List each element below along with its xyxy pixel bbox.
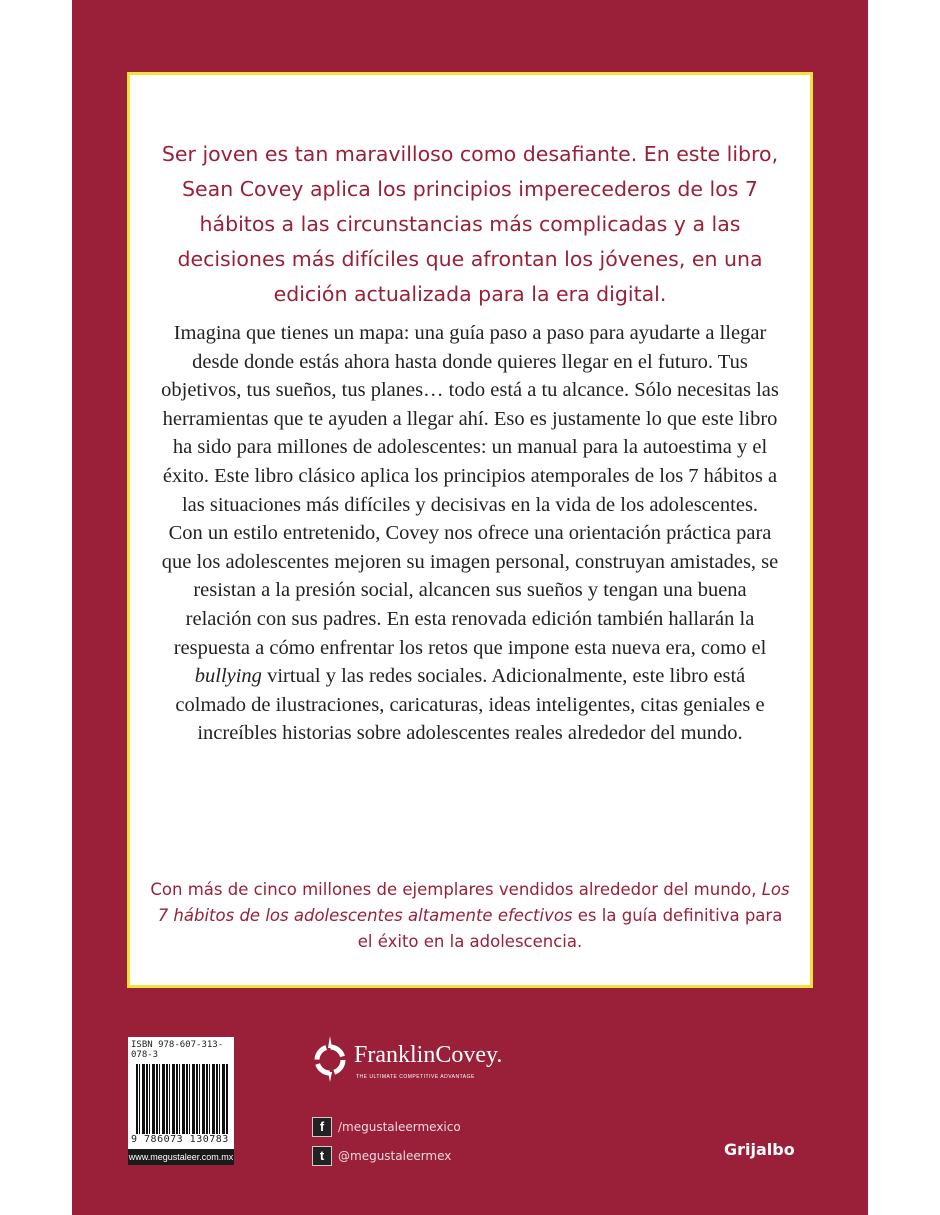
publisher-logo: Grijalbo <box>724 1140 795 1159</box>
synopsis-panel <box>127 72 813 988</box>
italic-term: bullying <box>194 665 262 688</box>
body-paragraph-1: Imagina que tienes un mapa: una guía paso a paso para ayudarte a llegar desde donde estás ahora hasta donde quieres llegar en el futuro. Tus objetivos, tus sueños, tus planes… todo está a tu alcance. Sólo necesitas las herramientas que te ayuden a llegar ahí. Eso es justamente lo que este libro ha sido para millones de adolescentes: un manual para la autoestima y el éxito. Este libro clásico aplica los principios atemporales de los 7 hábitos a las situaciones más difíciles y decisivas en la vida de los adolescentes. <box>161 322 779 516</box>
isbn-label: ISBN 978-607-313-078-3 <box>131 1040 224 1060</box>
logo-tagline: THE ULTIMATE COMPETITIVE ADVANTAGE <box>356 1074 475 1080</box>
isbn-barcode <box>128 1037 234 1165</box>
twitter-handle: @megustaleermex <box>338 1149 452 1163</box>
compass-logo-icon <box>312 1034 348 1082</box>
closing-part: Con más de cinco millones de ejemplares vendidos alrededor del mundo, <box>150 880 757 899</box>
lead-text: Ser joven es tan maravilloso como desafiante. En este libro, Sean Covey aplica los principios imperecederos de los 7 hábitos a las circunstancias más complicadas y a las decisiones más difíciles que afrontan los jóvenes, en una edición actualizada para la era digital. <box>161 142 779 306</box>
logo-name: FranklinCovey. <box>354 1042 503 1068</box>
facebook-icon: f <box>312 1117 332 1137</box>
barcode-bars <box>136 1064 228 1134</box>
website-link[interactable]: www.megustaleer.com.mx <box>128 1149 234 1165</box>
facebook-handle: /megustaleermexico <box>338 1120 461 1134</box>
closing-text <box>150 877 790 955</box>
book-back-cover <box>72 0 868 1215</box>
twitter-link[interactable] <box>312 1146 451 1166</box>
body-paragraph-2 <box>160 519 780 748</box>
twitter-icon: t <box>312 1146 332 1166</box>
closing-part: es la guía definitiva para el éxito en la adolescencia. <box>357 906 783 951</box>
body-text-part: Con un estilo entretenido, Covey nos ofrece una orientación práctica para que los adolescentes mejoren su imagen personal, construyan amistades, se resistan a la presión social, alcancen sus sueños y tengan una buena relación con sus padres. En esta renovada edición también hallarán la respuesta a cómo enfrentar los retos que impone esta nueva era, como el <box>161 522 779 659</box>
body-text <box>160 319 780 748</box>
facebook-link[interactable] <box>312 1117 461 1137</box>
body-text-part: virtual y las redes sociales. Adicionalmente, este libro está colmado de ilustraciones, caricaturas, ideas inteligentes, citas geniales e increíbles historias sobre adolescentes reales alrededor del mundo. <box>175 665 765 745</box>
book-title: Los 7 hábitos de los adolescentes altamente efectivos <box>157 880 790 925</box>
barcode-number: 9 786073 130783 <box>131 1134 229 1145</box>
